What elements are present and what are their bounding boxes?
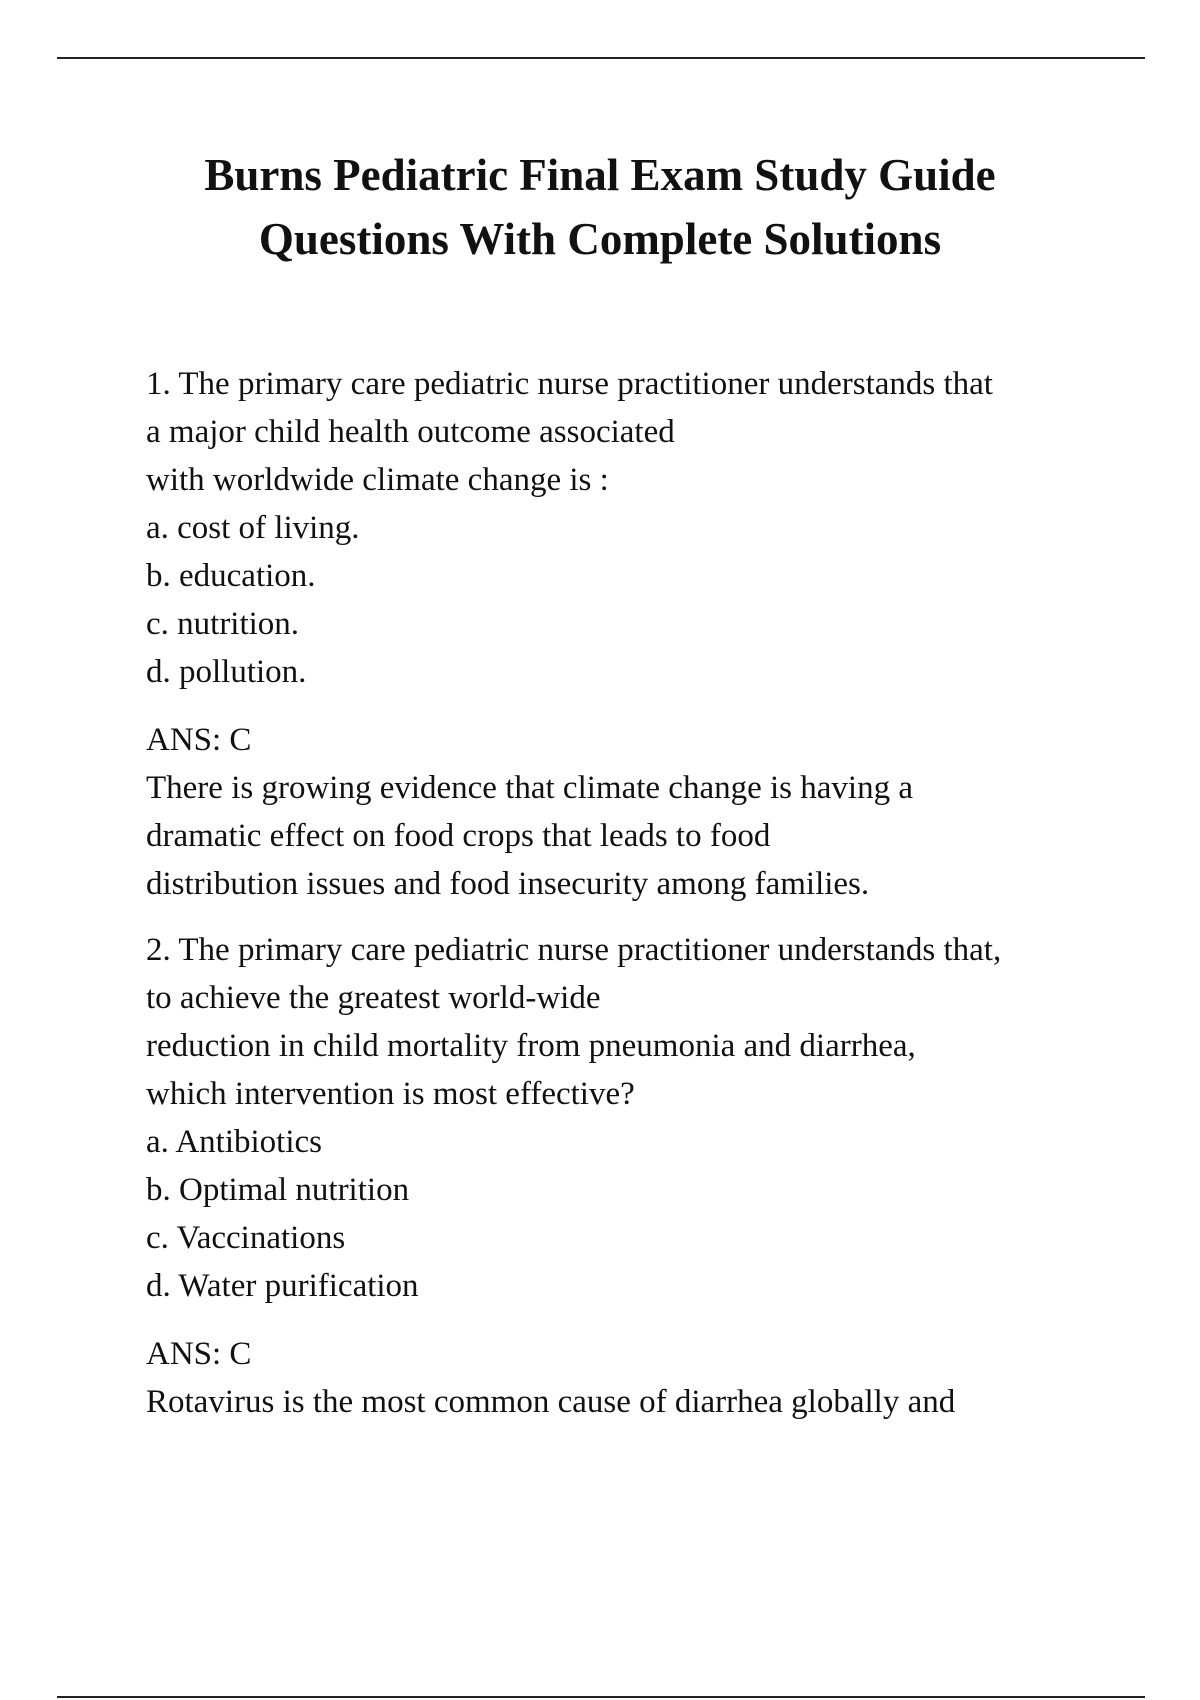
- title-line: Burns Pediatric Final Exam Study Guide: [204, 150, 996, 200]
- question-stem: [146, 360, 1146, 504]
- stem-line: reduction in child mortality from pneumonia and diarrhea,: [146, 1028, 916, 1064]
- bottom-divider: [57, 1696, 1145, 1698]
- answer-key: ANS: C: [146, 722, 252, 758]
- stem-line: 2. The primary care pediatric nurse practitioner understands that,: [146, 932, 1002, 968]
- title-line: Questions With Complete Solutions: [258, 214, 942, 264]
- stem-line: 1. The primary care pediatric nurse practitioner understands that: [146, 366, 993, 402]
- option-d: d. Water purification: [146, 1268, 419, 1304]
- answer-options: [146, 1118, 1146, 1310]
- question-2: [146, 926, 1146, 1426]
- answer-options: [146, 504, 1146, 696]
- rationale-line: Rotavirus is the most common cause of diarrhea globally and: [146, 1384, 956, 1420]
- document-body: [146, 360, 1146, 1426]
- rationale-line: dramatic effect on food crops that leads to food: [146, 818, 771, 854]
- option-c: c. Vaccinations: [146, 1220, 346, 1256]
- answer-key: ANS: C: [146, 1336, 252, 1372]
- stem-line: a major child health outcome associated: [146, 414, 675, 450]
- rationale: [146, 764, 1146, 908]
- stem-line: which intervention is most effective?: [146, 1076, 635, 1112]
- rationale-line: There is growing evidence that climate change is having a: [146, 770, 913, 806]
- top-divider: [57, 57, 1145, 59]
- question-1: [146, 360, 1146, 908]
- stem-line: to achieve the greatest world-wide: [146, 980, 601, 1016]
- rationale: [146, 1378, 1146, 1426]
- option-b: b. education.: [146, 558, 316, 594]
- rationale-line: distribution issues and food insecurity among families.: [146, 866, 870, 902]
- option-d: d. pollution.: [146, 654, 307, 690]
- option-a: a. Antibiotics: [146, 1124, 322, 1160]
- question-stem: [146, 926, 1146, 1118]
- option-a: a. cost of living.: [146, 510, 360, 546]
- document-title: [0, 143, 1200, 271]
- option-c: c. nutrition.: [146, 606, 300, 642]
- option-b: b. Optimal nutrition: [146, 1172, 410, 1208]
- stem-line: with worldwide climate change is :: [146, 462, 609, 498]
